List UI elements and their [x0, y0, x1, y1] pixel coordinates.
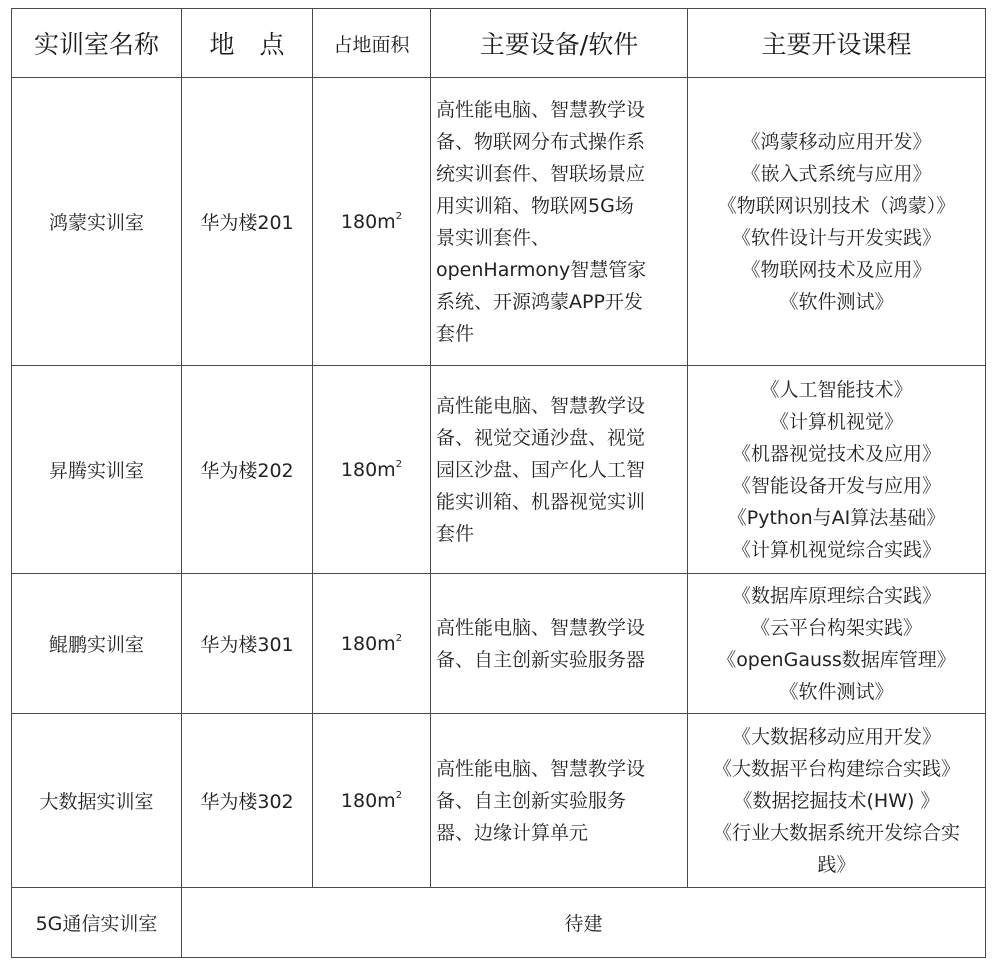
equipment-line: 统实训套件、智联场景应 — [436, 162, 646, 185]
course-item: 《软件测试》 — [779, 680, 894, 703]
lab-location: 华为楼202 — [182, 366, 313, 574]
table-row — [12, 78, 986, 366]
course-item: 《鸿蒙移动应用开发》 — [741, 130, 932, 153]
equipment-line: 器、边缘计算单元 — [436, 821, 589, 844]
course-item: 《行业大数据系统开发综合实 — [712, 821, 960, 844]
equipment-line: openHarmony智慧管家 — [436, 258, 647, 281]
lab-location: 华为楼301 — [182, 574, 313, 714]
course-item: 《大数据平台构建综合实践》 — [712, 757, 960, 780]
table-row — [12, 888, 986, 958]
equipment-line: 高性能电脑、智慧教学设 — [436, 394, 646, 417]
lab-equipment — [431, 714, 688, 888]
equipment-line: 高性能电脑、智慧教学设 — [436, 98, 646, 121]
course-item: 《计算机视觉》 — [769, 410, 903, 433]
course-item: 《openGauss数据库管理》 — [717, 648, 956, 671]
lab-status: 待建 — [182, 888, 986, 958]
area-unit-sup: 2 — [395, 210, 403, 222]
lab-equipment — [431, 366, 688, 574]
lab-area — [313, 78, 431, 366]
lab-location: 华为楼201 — [182, 78, 313, 366]
header-row — [12, 9, 986, 78]
equipment-line: 景实训套件、 — [436, 226, 551, 249]
lab-courses — [688, 574, 986, 714]
lab-name: 鲲鹏实训室 — [12, 574, 182, 714]
course-item: 践》 — [817, 853, 856, 876]
lab-courses — [688, 714, 986, 888]
lab-name: 5G通信实训室 — [12, 888, 182, 958]
area-value: 180m — [340, 210, 396, 233]
header-name: 实训室名称 — [12, 9, 182, 78]
lab-courses — [688, 78, 986, 366]
lab-area — [313, 574, 431, 714]
lab-name: 大数据实训室 — [12, 714, 182, 888]
equipment-line: 能实训箱、机器视觉实训 — [436, 490, 646, 513]
equipment-line: 套件 — [436, 322, 475, 345]
equipment-line: 用实训箱、物联网5G场 — [436, 194, 634, 217]
lab-area — [313, 714, 431, 888]
header-area: 占地面积 — [313, 9, 431, 78]
course-item: 《软件测试》 — [779, 290, 894, 313]
course-item: 《软件设计与开发实践》 — [731, 226, 941, 249]
area-unit-sup: 2 — [395, 458, 403, 470]
area-unit-sup: 2 — [395, 632, 403, 644]
lab-table — [11, 8, 986, 958]
lab-equipment — [431, 574, 688, 714]
course-item: 《智能设备开发与应用》 — [731, 474, 941, 497]
table-row — [12, 366, 986, 574]
equipment-line: 备、自主创新实验服务器 — [436, 648, 646, 671]
course-item: 《物联网识别技术（鸿蒙）》 — [717, 194, 956, 217]
header-equipment: 主要设备/软件 — [431, 9, 688, 78]
lab-area — [313, 366, 431, 574]
course-item: 《Python与AI算法基础》 — [727, 506, 946, 529]
lab-name: 昇腾实训室 — [12, 366, 182, 574]
course-item: 《大数据移动应用开发》 — [731, 725, 941, 748]
equipment-line: 备、视觉交通沙盘、视觉 — [436, 426, 646, 449]
area-value: 180m — [340, 632, 396, 655]
lab-name: 鸿蒙实训室 — [12, 78, 182, 366]
course-item: 《数据挖掘技术(HW) 》 — [733, 789, 940, 812]
lab-equipment — [431, 78, 688, 366]
course-item: 《人工智能技术》 — [760, 378, 913, 401]
header-location: 地 点 — [182, 9, 313, 78]
course-item: 《数据库原理综合实践》 — [731, 584, 941, 607]
table-row — [12, 714, 986, 888]
equipment-line: 园区沙盘、国产化人工智 — [436, 458, 646, 481]
course-item: 《嵌入式系统与应用》 — [741, 162, 932, 185]
course-item: 《云平台构架实践》 — [750, 616, 922, 639]
equipment-line: 套件 — [436, 522, 475, 545]
area-unit-sup: 2 — [395, 789, 403, 801]
equipment-line: 系统、开源鸿蒙APP开发 — [436, 290, 643, 313]
equipment-line: 高性能电脑、智慧教学设 — [436, 757, 646, 780]
course-item: 《机器视觉技术及应用》 — [731, 442, 941, 465]
course-item: 《计算机视觉综合实践》 — [731, 538, 941, 561]
equipment-line: 备、物联网分布式操作系 — [436, 130, 646, 153]
area-value: 180m — [340, 789, 396, 812]
header-courses: 主要开设课程 — [688, 9, 986, 78]
course-item: 《物联网技术及应用》 — [741, 258, 932, 281]
lab-location: 华为楼302 — [182, 714, 313, 888]
area-value: 180m — [340, 458, 396, 481]
equipment-line: 高性能电脑、智慧教学设 — [436, 616, 646, 639]
lab-courses — [688, 366, 986, 574]
equipment-line: 备、自主创新实验服务 — [436, 789, 627, 812]
table-row — [12, 574, 986, 714]
